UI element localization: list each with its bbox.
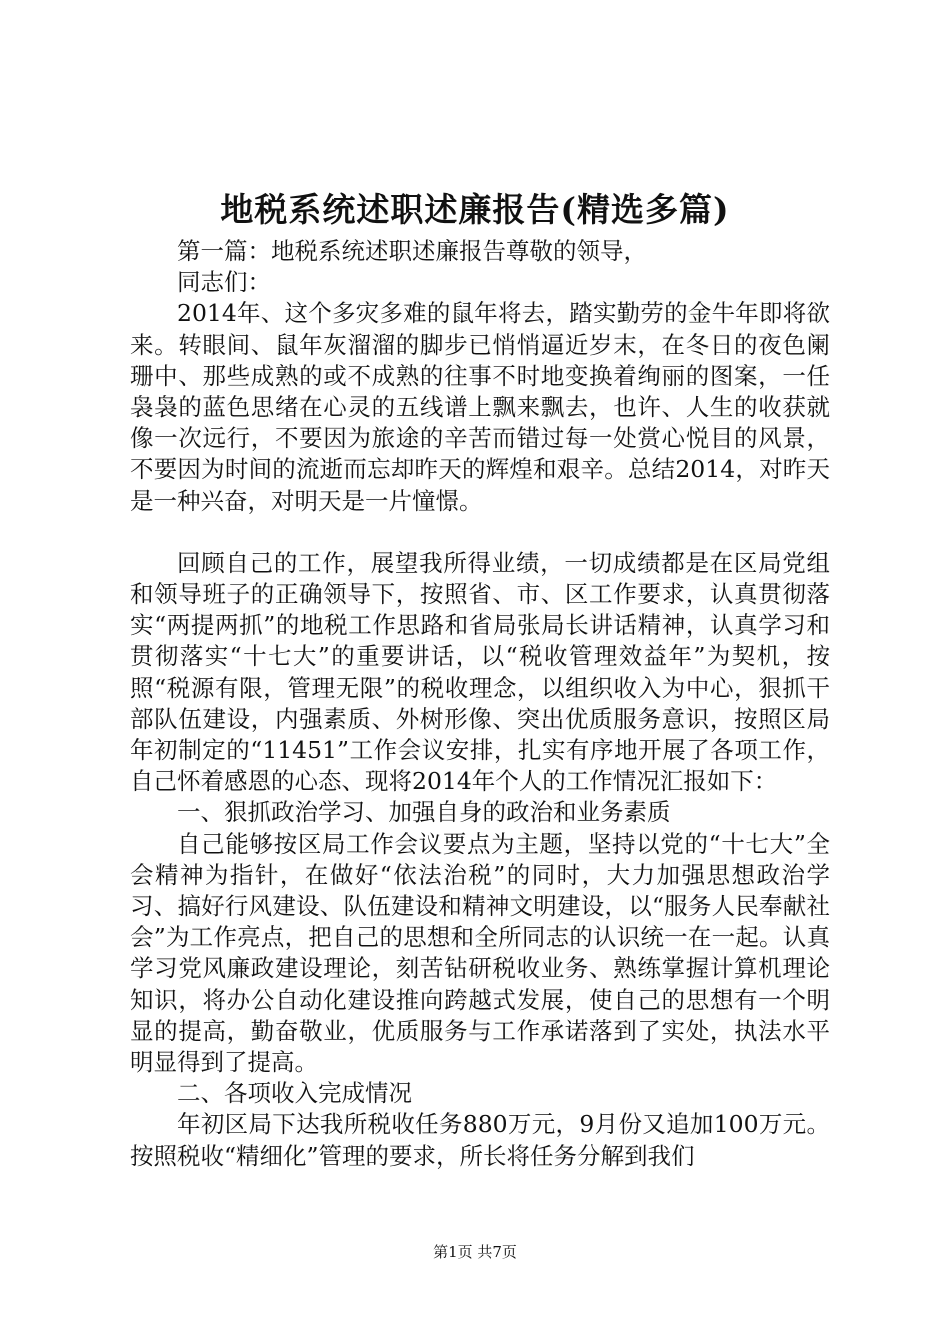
document-title: 地税系统述职述廉报告(精选多篇): [220, 190, 730, 229]
intro-line: 第一篇：地税系统述职述廉报告尊敬的领导，: [177, 237, 647, 265]
salutation: 同志们：: [177, 268, 271, 297]
document-body: [130, 236, 830, 1172]
paragraph-study: 自己能够按区局工作会议要点为主题，坚持以党的“十七大”全会精神为指针，在做好“依法治税”的同时，大力加强思想政治学习、搞好行风建设、队伍建设和精神文明建设，以“服务人民奉献社会”为工作亮点，把自己的思想和全所同志的认识统一在一起。认真学习党风廉政建设理论，刻苦钻研税收业务、熟练掌握计算机理论知识，将办公自动化建设推向跨越式发展，使自己的思想有一个明显的提高，勤奋敬业，优质服务与工作承诺落到了实处，执法水平明显得到了提高。: [130, 829, 830, 1077]
paragraph-opening: 2014年、这个多灾多难的鼠年将去，踏实勤劳的金牛年即将欲来。转眼间、鼠年灰溜溜的脚步已悄悄逼近岁末，在冬日的夜色阑珊中、那些成熟的或不成熟的往事不时地变换着绚丽的图案，一任袅袅的蓝色思绪在心灵的五线谱上飘来飘去，也许、人生的收获就像一次远行，不要因为旅途的辛苦而错过每一处赏心悦目的风景，不要因为时间的流逝而忘却昨天的辉煌和艰辛。总结2014，对昨天是一种兴奋，对明天是一片憧憬。: [130, 299, 830, 515]
page-number-footer: 第1页 共7页: [433, 1243, 517, 1261]
paragraph-revenue: 年初区局下达我所税收任务880万元，9月份又追加100万元。按照税收“精细化”管理的要求，所长将任务分解到我们: [130, 1110, 830, 1170]
section-heading-1: 一、狠抓政治学习、加强自身的政治和业务素质: [177, 798, 671, 827]
paragraph-spacer: [130, 517, 830, 548]
paragraph-review: 回顾自己的工作，展望我所得业绩，一切成绩都是在区局党组和领导班子的正确领导下，按照省、市、区工作要求，认真贯彻落实“两提两抓”的地税工作思路和省局张局长讲话精神，认真学习和贯彻落实“十七大”的重要讲话，以“税收管理效益年”为契机，按照“税源有限，管理无限”的税收理念，以组织收入为中心，狠抓干部队伍建设，内强素质、外树形像、突出优质服务意识，按照区局年初制定的“11451”工作会议安排，扎实有序地开展了各项工作，自己怀着感恩的心态、现将2014年个人的工作情况汇报如下：: [130, 548, 830, 796]
section-heading-2: 二、各项收入完成情况: [177, 1079, 412, 1108]
